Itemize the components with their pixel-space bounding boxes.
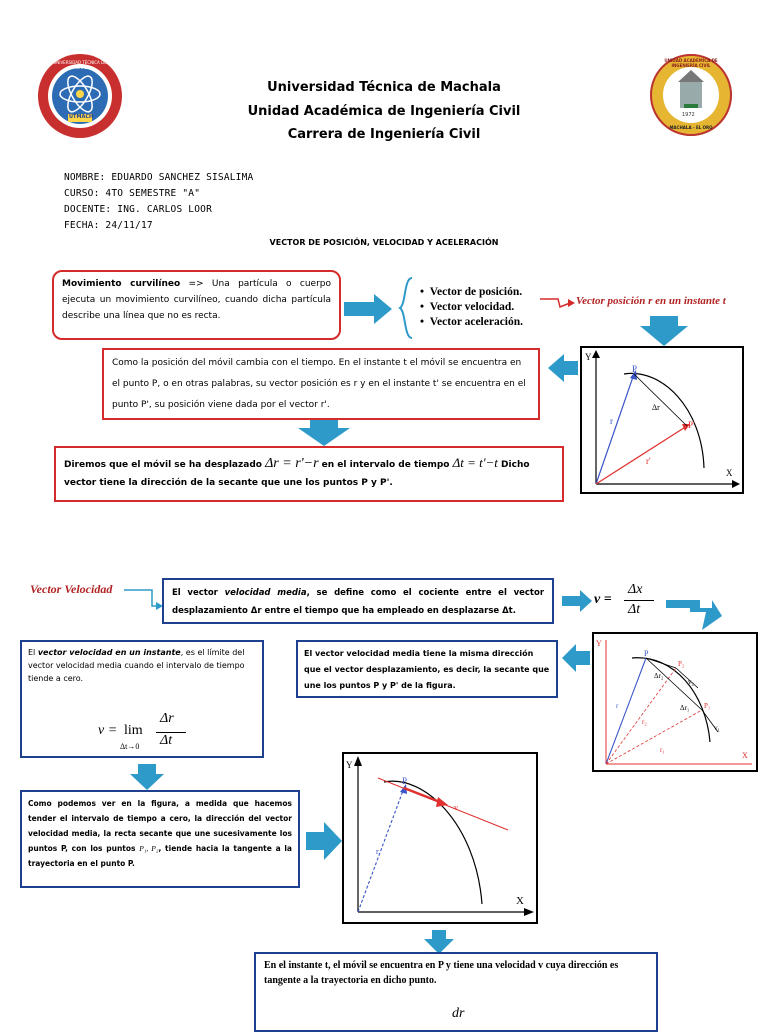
fig3-label-r: r (376, 847, 379, 856)
average-velocity-box: El vector velocidad media, se define como el cociente entre el vector desplazamiento Δr entre el tiempo que ha empleado en desplazarse Δt. (162, 578, 554, 624)
position-figure (580, 346, 744, 494)
average-velocity-formula: v = Δx Δt (594, 582, 666, 622)
displacement-equation: Δr = r'−r (265, 456, 319, 471)
position-change-text: Como la posición del móvil cambia con el tiempo. En el instante t el móvil se encuentra en el punto P, o en otras palabras, su vector posición es r y en el instante t' se encuentra en el punto P', su posición viene dada por el vector r'. (112, 358, 526, 410)
vector-list-item: • Vector de posición. (420, 286, 523, 298)
fig1-label-p: P (632, 364, 638, 374)
position-label: Vector posición r en un instante t (576, 295, 726, 307)
arrow-right-3 (306, 822, 342, 860)
instant-velocity-box: El vector velocidad en un instante, es el límite del vector velocidad media cuando el intervalo de tiempo tiende a cero. v = lim Δt→0 Δr Δt (20, 640, 264, 758)
unit-title: Unidad Académica de Ingeniería Civil (247, 104, 521, 119)
fig2-label-y: Y (596, 639, 602, 648)
section-title: VECTOR DE POSICIÓN, VELOCIDAD Y ACELERACIÓN (269, 238, 499, 247)
fig2-label-x: X (742, 751, 748, 760)
fig2-label-dr1: Δr₁ (680, 704, 690, 712)
arrow-right-1 (344, 294, 394, 324)
arrow-left-1 (548, 354, 578, 382)
secant-limit-box: Como podemos ver en la figura, a medida que hacemos tender el intervalo de tiempo a cero, la dirección del vector velocidad media, la recta secante que une sucesivamente los puntos P, con los puntos P₁, P₂, tiende hacia la tangente a la trayectoria en el punto P. (20, 790, 300, 888)
fig2-label-p1: P₁ (704, 702, 711, 710)
fig1-label-y: Y (585, 352, 592, 362)
fig3-label-x: X (516, 895, 524, 907)
arrow-down-2 (298, 420, 350, 446)
arrow-bend-down (666, 598, 722, 630)
fig1-label-r-prime: r' (646, 456, 651, 466)
fig3-label-v: v (454, 803, 458, 812)
right-logo (648, 52, 734, 138)
vector-list-item: • Vector velocidad. (420, 301, 515, 313)
left-logo-badge: UTMACH (69, 114, 94, 120)
left-logo-text: UNIVERSIDAD TÉCNICA DE MACHALA (53, 60, 107, 70)
fig2-label-v2: v₂ (688, 678, 694, 686)
fig2-label-r1: r₁ (660, 746, 665, 754)
arrow-left-2 (562, 644, 590, 672)
fig2-label-r2: r₂ (642, 718, 647, 726)
student-name: NOMBRE: EDUARDO SANCHEZ SISALIMA (64, 172, 254, 183)
student-teacher: DOCENTE: ING. CARLOS LOOR (64, 204, 212, 215)
fig1-label-x: X (726, 468, 733, 478)
fig2-label-p: P (644, 649, 649, 658)
right-logo-bottom: MACHALA - EL ORO (669, 125, 713, 130)
arrow-down-1 (640, 316, 688, 346)
fig3-label-p: P (402, 776, 408, 786)
arrow-down-4 (424, 930, 454, 954)
limit-formula: v = lim Δt→0 Δr Δt (98, 706, 208, 752)
velocity-secant-figure (592, 632, 758, 772)
arrow-down-3 (130, 764, 164, 790)
fig2-label-v1: v₁ (714, 724, 720, 732)
position-change-box (102, 348, 540, 420)
student-date: FECHA: 24/11/17 (64, 220, 153, 231)
same-direction-box: El vector velocidad media tiene la misma dirección que el vector desplazamiento, es decir, la secante que une los puntos P y P' de la figura. (296, 640, 558, 698)
fig2-label-p2: P₂ (678, 660, 685, 668)
arrow-right-2 (562, 590, 592, 612)
time-interval-equation: Δt = t'−t (452, 455, 498, 470)
tangent-figure (342, 752, 538, 924)
career-title: Carrera de Ingeniería Civil (287, 127, 481, 142)
right-logo-text: UNIDAD ACADÉMICA DE INGENIERÍA CIVIL (664, 58, 718, 68)
curvilinear-definition: => Una partícula o cuerpo ejecuta un movimiento curvilíneo, cuando dicha partícula describe una línea que no es recta. (62, 279, 332, 321)
fig1-label-r: r (610, 416, 613, 426)
right-logo-year: 1972 (682, 112, 695, 118)
curvilinear-box (52, 270, 341, 340)
fig2-label-dr2: Δr₂ (654, 672, 664, 680)
university-title: Universidad Técnica de Machala (267, 80, 501, 95)
fig1-label-delta-r: Δr (652, 403, 660, 412)
displacement-box: Diremos que el móvil se ha desplazado Δr = r'−r en el intervalo de tiempo Δt = t'−t Dicho vector tiene la dirección de la secante que une los puntos P y P'. (54, 446, 564, 502)
final-equation: dr (452, 1006, 465, 1021)
red-arrow (538, 295, 576, 311)
vector-list (420, 285, 523, 330)
vector-list-item: • Vector aceleración. (420, 316, 524, 328)
fig2-label-r: r (616, 702, 619, 710)
fig3-label-y: Y (346, 760, 353, 770)
fig1-label-p-prime: P' (688, 420, 695, 430)
curvilinear-term: Movimiento curvilíneo (62, 279, 181, 289)
tangent-velocity-box: En el instante t, el móvil se encuentra en P y tiene una velocidad v cuya dirección es tangente a la trayectoria en dicho punto. dr (254, 952, 658, 1032)
student-course: CURSO: 4TO SEMESTRE "A" (64, 188, 201, 199)
brace-icon (398, 276, 414, 340)
velocity-label-arrow (122, 584, 164, 614)
velocity-label: Vector Velocidad (30, 582, 113, 596)
